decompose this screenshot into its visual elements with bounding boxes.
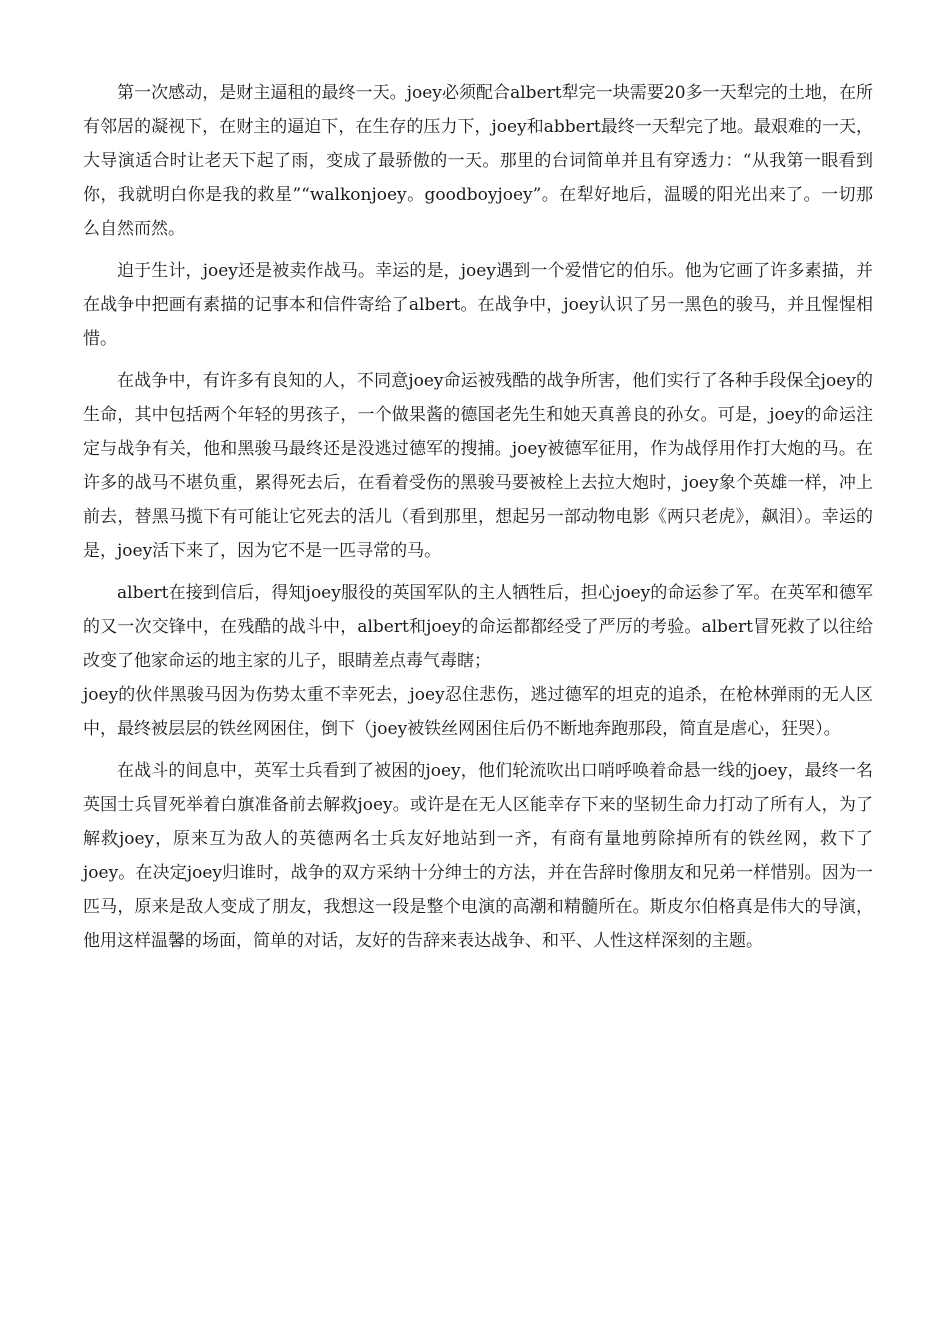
paragraph-1: 第一次感动，是财主逼租的最终一天。joey必须配合albert犁完一块需要20多一天犁完的土地，在所有邻居的凝视下，在财主的逼迫下，在生存的压力下，joey和abbert最终一天犁完了地。最艰难的一天，大导演适合时让老天下起了雨，变成了最骄傲的一天。那里的台词简单并且有穿透力：“从我第一眼看到你，我就明白你是我的救星”“walkonjoey。goodboyjoey”。在犁好地后，温暖的阳光出来了。一切那么自然而然。	[83, 83, 873, 239]
paragraph-4: albert在接到信后，得知joey服役的英国军队的主人牺牲后，担心joey的命运参了军。在英军和德军的又一次交锋中，在残酷的战斗中，albert和joey的命运都都经受了严厉的考验。albert冒死救了以往给改变了他家命运的地主家的儿子，眼睛差点毒气毒瞎；	[83, 583, 873, 671]
paragraph-3: 在战争中，有许多有良知的人，不同意joey命运被残酷的战争所害，他们实行了各种手段保全joey的生命，其中包括两个年轻的男孩子，一个做果酱的德国老先生和她天真善良的孙女。可是，joey的命运注定与战争有关，他和黑骏马最终还是没逃过德军的搜捕。joey被德军征用，作为战俘用作打大炮的马。在许多的战马不堪负重，累得死去后，在看着受伤的黑骏马要被栓上去拉大炮时，joey象个英雄一样，冲上前去，替黑马揽下有可能让它死去的活儿（看到那里，想起另一部动物电影《两只老虎》，飙泪）。幸运的是，joey活下来了，因为它不是一匹寻常的马。	[83, 371, 873, 561]
paragraph-2: 迫于生计，joey还是被卖作战马。幸运的是，joey遇到一个爱惜它的伯乐。他为它画了许多素描，并在战争中把画有素描的记事本和信件寄给了albert。在战争中，joey认识了另一黑色的骏马，并且惺惺相惜。	[83, 261, 873, 349]
paragraph-5: 在战斗的间息中，英军士兵看到了被困的joey，他们轮流吹出口哨呼唤着命悬一线的joey，最终一名英国士兵冒死举着白旗准备前去解救joey。或许是在无人区能幸存下来的坚韧生命力打动了所有人，为了解救joey，原来互为敌人的英德两名士兵友好地站到一齐，有商有量地剪除掉所有的铁丝网，救下了joey。在决定joey归谁时，战争的双方采纳十分绅士的方法，并在告辞时像朋友和兄弟一样惜别。因为一匹马，原来是敌人变成了朋友，我想这一段是整个电演的高潮和精髓所在。斯皮尔伯格真是伟大的导演，他用这样温馨的场面，简单的对话，友好的告辞来表达战争、和平、人性这样深刻的主题。	[83, 761, 873, 951]
paragraph-4-continuation: joey的伙伴黑骏马因为伤势太重不幸死去，joey忍住悲伤，逃过德军的坦克的追杀，在枪林弹雨的无人区中，最终被层层的铁丝网困住，倒下（joey被铁丝网困住后仍不断地奔跑那段，简直是虐心，狂哭）。	[83, 685, 873, 739]
document-body	[83, 76, 873, 966]
